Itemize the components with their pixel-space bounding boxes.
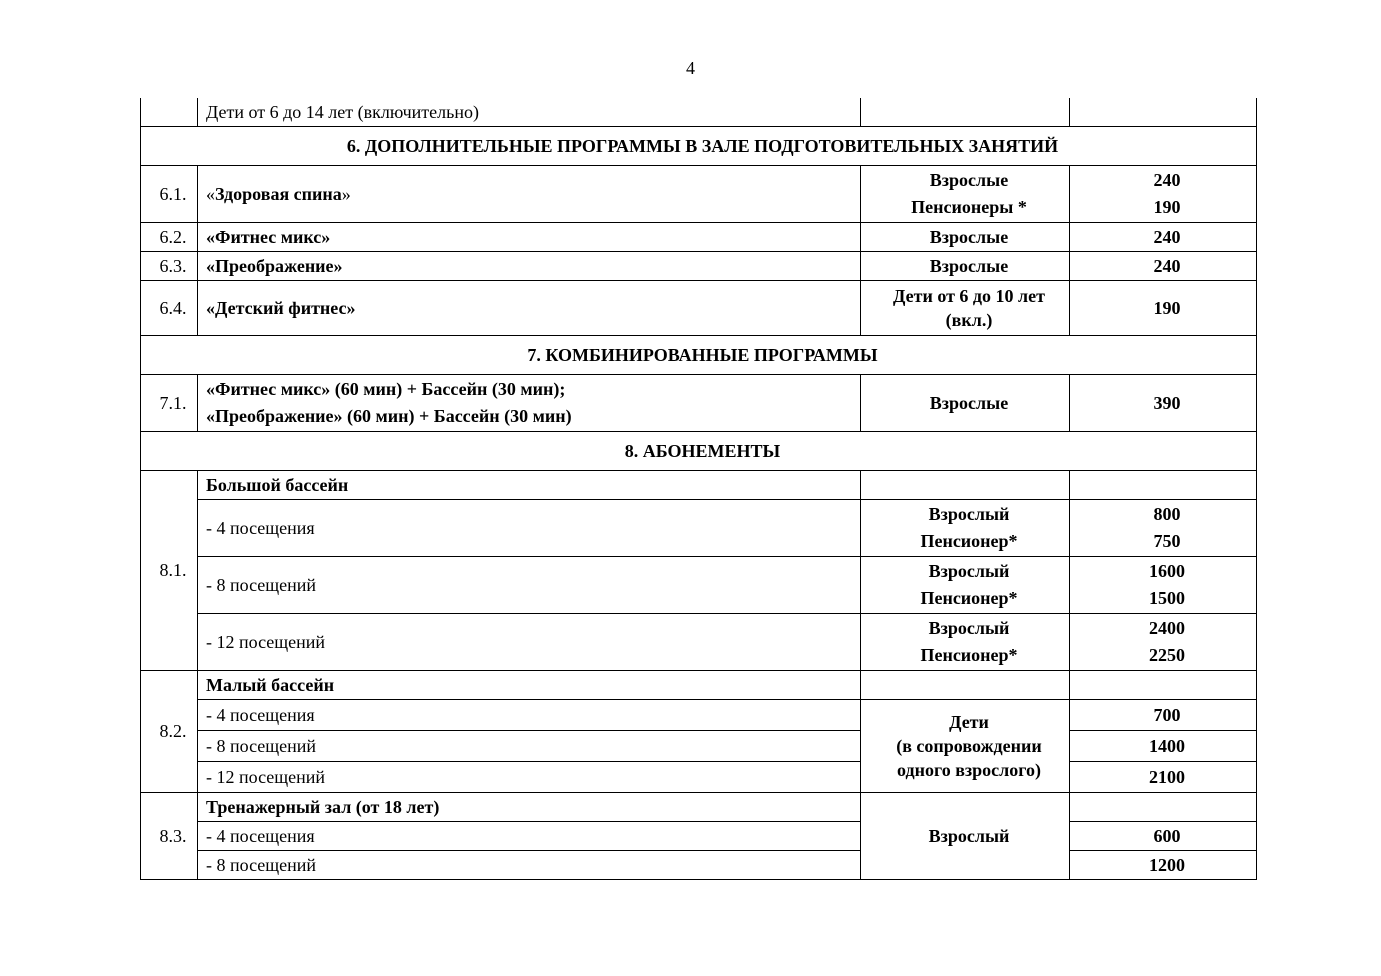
table-row	[141, 375, 1257, 432]
price-cell: 240 190	[1070, 166, 1257, 223]
price-cell	[1070, 98, 1257, 127]
price-cell: 1400	[1070, 731, 1257, 762]
price-cell: 700	[1070, 700, 1257, 731]
table-row	[141, 252, 1257, 281]
service-name: «Здоровая спина»	[198, 166, 861, 223]
category-cell	[861, 471, 1070, 500]
row-number: 7.1.	[141, 375, 198, 432]
table-row	[141, 223, 1257, 252]
row-number: 6.4.	[141, 281, 198, 336]
price-cell: 240	[1070, 223, 1257, 252]
price-cell: 800 750	[1070, 500, 1257, 557]
service-name: - 4 посещения	[198, 822, 861, 851]
service-name: - 8 посещений	[198, 557, 861, 614]
price-cell	[1070, 793, 1257, 822]
table-row	[141, 98, 1257, 127]
category-cell: Взрослый Пенсионер*	[861, 500, 1070, 557]
category-cell	[861, 671, 1070, 700]
service-name: - 4 посещения	[198, 500, 861, 557]
group-heading: Большой бассейн	[198, 471, 861, 500]
table-row	[141, 822, 1257, 851]
price-cell: 600	[1070, 822, 1257, 851]
category-cell: Взрослый Пенсионер*	[861, 614, 1070, 671]
service-name: «Детский фитнес»	[198, 281, 861, 336]
table-row	[141, 166, 1257, 223]
category-cell: Взрослый Пенсионер*	[861, 557, 1070, 614]
category-cell: Взрослые	[861, 375, 1070, 432]
price-cell: 240	[1070, 252, 1257, 281]
price-cell	[1070, 671, 1257, 700]
price-cell: 2400 2250	[1070, 614, 1257, 671]
row-number: 6.1.	[141, 166, 198, 223]
section-heading: 6. ДОПОЛНИТЕЛЬНЫЕ ПРОГРАММЫ В ЗАЛЕ ПОДГОТОВИТЕЛЬНЫХ ЗАНЯТИЙ	[141, 127, 1257, 166]
row-number: 6.3.	[141, 252, 198, 281]
service-name: - 8 посещений	[198, 851, 861, 880]
service-name: - 12 посещений	[198, 762, 861, 793]
price-cell: 390	[1070, 375, 1257, 432]
service-name: «Фитнес микс» (60 мин) + Бассейн (30 мин); «Преображение» (60 мин) + Бассейн (30 мин)	[198, 375, 861, 432]
table-row	[141, 700, 1257, 731]
table-row	[141, 793, 1257, 822]
row-number: 8.2.	[141, 671, 198, 793]
section-heading: 8. АБОНЕМЕНТЫ	[141, 432, 1257, 471]
row-number: 6.2.	[141, 223, 198, 252]
category-cell	[861, 98, 1070, 127]
service-name: - 4 посещения	[198, 700, 861, 731]
service-name: - 12 посещений	[198, 614, 861, 671]
table-row	[141, 557, 1257, 614]
table-row	[141, 851, 1257, 880]
table-row	[141, 500, 1257, 557]
page-number: 4	[686, 58, 695, 78]
group-heading: Тренажерный зал (от 18 лет)	[198, 793, 861, 822]
service-name: - 8 посещений	[198, 731, 861, 762]
price-cell	[1070, 471, 1257, 500]
row-number	[141, 98, 198, 127]
category-cell: Взрослые	[861, 252, 1070, 281]
category-cell: Взрослые Пенсионеры *	[861, 166, 1070, 223]
service-name: Дети от 6 до 14 лет (включительно)	[198, 98, 861, 127]
category-cell: Дети от 6 до 10 лет (вкл.)	[861, 281, 1070, 336]
category-cell: Взрослые	[861, 223, 1070, 252]
row-number: 8.3.	[141, 793, 198, 880]
category-cell: Взрослый	[861, 793, 1070, 880]
table-row	[141, 731, 1257, 762]
price-cell: 190	[1070, 281, 1257, 336]
table-row	[141, 671, 1257, 700]
service-name: «Преображение»	[198, 252, 861, 281]
section-heading: 7. КОМБИНИРОВАННЫЕ ПРОГРАММЫ	[141, 336, 1257, 375]
table-row	[141, 762, 1257, 793]
group-heading: Малый бассейн	[198, 671, 861, 700]
price-table	[140, 98, 1257, 880]
price-cell: 2100	[1070, 762, 1257, 793]
row-number: 8.1.	[141, 471, 198, 671]
price-cell: 1200	[1070, 851, 1257, 880]
table-row	[141, 281, 1257, 336]
table-row	[141, 471, 1257, 500]
service-name: «Фитнес микс»	[198, 223, 861, 252]
price-cell: 1600 1500	[1070, 557, 1257, 614]
category-cell: Дети (в сопровождении одного взрослого)	[861, 700, 1070, 793]
table-row	[141, 614, 1257, 671]
